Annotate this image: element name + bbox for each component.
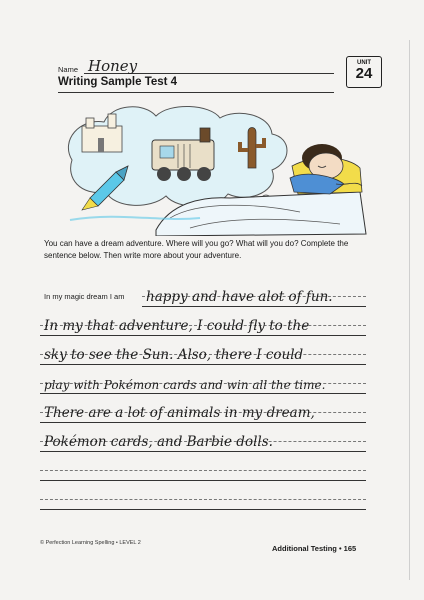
writing-line-3[interactable]: [40, 341, 366, 365]
dashed-guide: [40, 499, 366, 500]
writing-line-6[interactable]: [40, 428, 366, 452]
writing-line-1[interactable]: [142, 283, 366, 307]
writing-line-5[interactable]: [40, 399, 366, 423]
page-edge: [409, 40, 410, 580]
castle-icon: [82, 114, 122, 152]
writing-line-2[interactable]: [40, 312, 366, 336]
writing-line-8[interactable]: [40, 486, 366, 510]
unit-badge: [346, 56, 382, 88]
handwriting: happy and have alot of fun.: [146, 289, 333, 305]
student-name[interactable]: Honey: [88, 57, 138, 75]
footer-page-number: Additional Testing • 165: [272, 544, 357, 553]
handwriting: Pokémon cards, and Barbie dolls.: [44, 434, 273, 450]
sleeping-child-illustration: [60, 100, 370, 236]
baseline: [40, 364, 366, 365]
baseline: [40, 335, 366, 336]
footer-copyright: © Perfection Learning Spelling • LEVEL 2: [40, 540, 141, 546]
baseline: [40, 422, 366, 423]
handwriting: sky to see the Sun. Also, there I could: [44, 347, 304, 363]
handwriting: play with Pokémon cards and win all the time.: [44, 378, 326, 392]
name-row: [58, 56, 334, 76]
writing-prompt: You can have a dream adventure. Where will you go? What will you do? Complete the sentence below. Then write more about your adventure.: [44, 239, 349, 260]
unit-number: 24: [355, 65, 373, 82]
sentence-lead: In my magic dream I am: [44, 292, 125, 301]
page-title: Writing Sample Test 4: [58, 76, 178, 88]
writing-line-7[interactable]: [40, 457, 366, 481]
baseline: [142, 306, 366, 307]
handwriting: There are a lot of animals in my dream,: [44, 405, 315, 421]
baseline: [40, 451, 366, 452]
title-rule: [58, 92, 334, 93]
writing-line-4[interactable]: [40, 370, 366, 394]
dashed-guide: [40, 470, 366, 471]
unit-label: UNIT: [357, 60, 371, 66]
name-label: Name: [58, 65, 79, 74]
baseline: [40, 480, 366, 481]
baseline: [40, 509, 366, 510]
baseline: [40, 393, 366, 394]
handwriting: In my that adventure, I could fly to the: [44, 318, 310, 334]
